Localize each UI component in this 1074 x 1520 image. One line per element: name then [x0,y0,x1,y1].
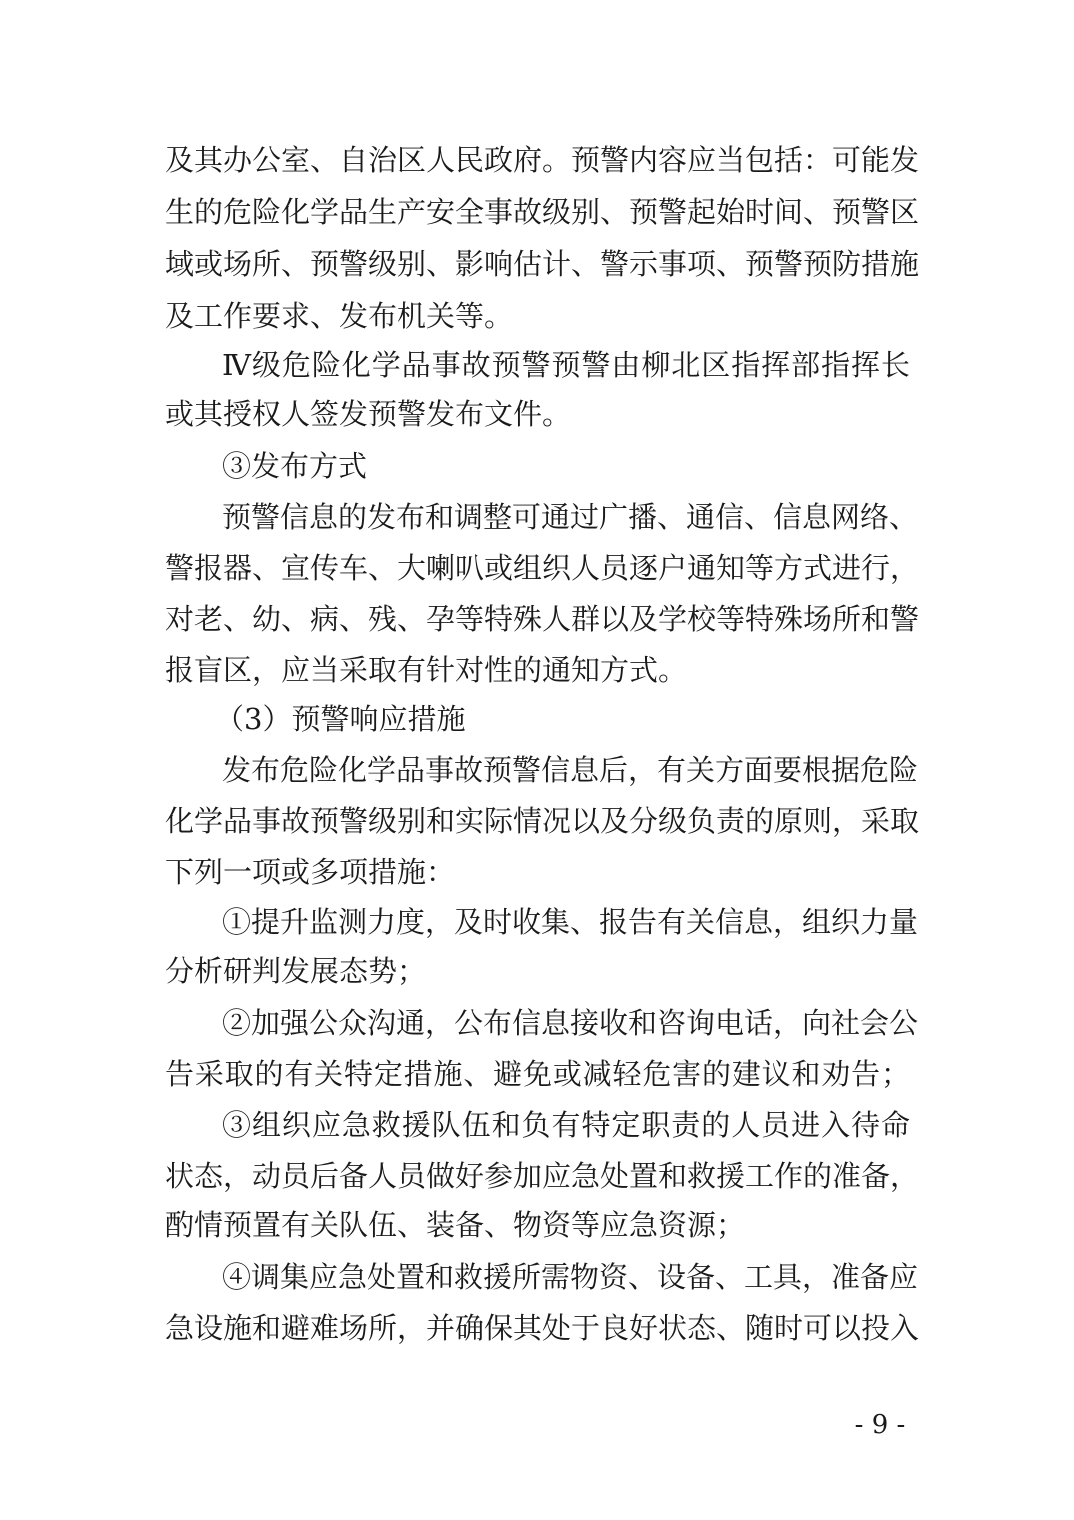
text-line: 急设施和避难场所，并确保其处于良好状态、随时可以投入 [165,1311,920,1345]
list-item: ④调集应急处置和救援所需物资、设备、工具，准备应 [222,1260,919,1294]
text-line: 状态，动员后备人员做好参加应急处置和救援工作的准备， [165,1159,920,1193]
text-line: 预警信息的发布和调整可通过广播、通信、信息网络、 [222,500,919,534]
list-item: ②加强公众沟通，公布信息接收和咨询电话，向社会公 [222,1006,919,1040]
text-line: 及其办公室、自治区人民政府。预警内容应当包括：可能发 [165,143,920,177]
text-line: 生的危险化学品生产安全事故级别、预警起始时间、预警区 [165,195,920,229]
section-heading: （3）预警响应措施 [215,702,466,736]
text-line: 域或场所、预警级别、影响估计、警示事项、预警预防措施 [165,247,920,281]
section-heading: ③发布方式 [222,449,368,483]
page-number: - 9 - [854,1410,906,1440]
list-item: ③组织应急救援队伍和负有特定职责的人员进入待命 [222,1108,910,1142]
text-line: 下列一项或多项措施： [165,855,456,889]
text-line: 告采取的有关特定措施、避免或减轻危害的建议和劝告； [165,1057,910,1091]
text-line: 对老、幼、病、残、孕等特殊人群以及学校等特殊场所和警 [165,602,920,636]
text-line: 或其授权人签发预警发布文件。 [165,397,572,431]
text-line: 化学品事故预警级别和实际情况以及分级负责的原则，采取 [165,804,920,838]
text-line: 酌情预置有关队伍、装备、物资等应急资源； [165,1208,746,1242]
text-line: Ⅳ级危险化学品事故预警预警由柳北区指挥部指挥长 [222,348,910,382]
text-line: 发布危险化学品事故预警信息后，有关方面要根据危险 [222,753,919,787]
list-item: ①提升监测力度，及时收集、报告有关信息，组织力量 [222,905,919,939]
text-line: 警报器、宣传车、大喇叭或组织人员逐户通知等方式进行， [165,551,920,585]
text-line: 报盲区，应当采取有针对性的通知方式。 [165,653,688,687]
text-line: 分析研判发展态势； [165,954,427,988]
text-line: 及工作要求、发布机关等。 [165,299,514,333]
